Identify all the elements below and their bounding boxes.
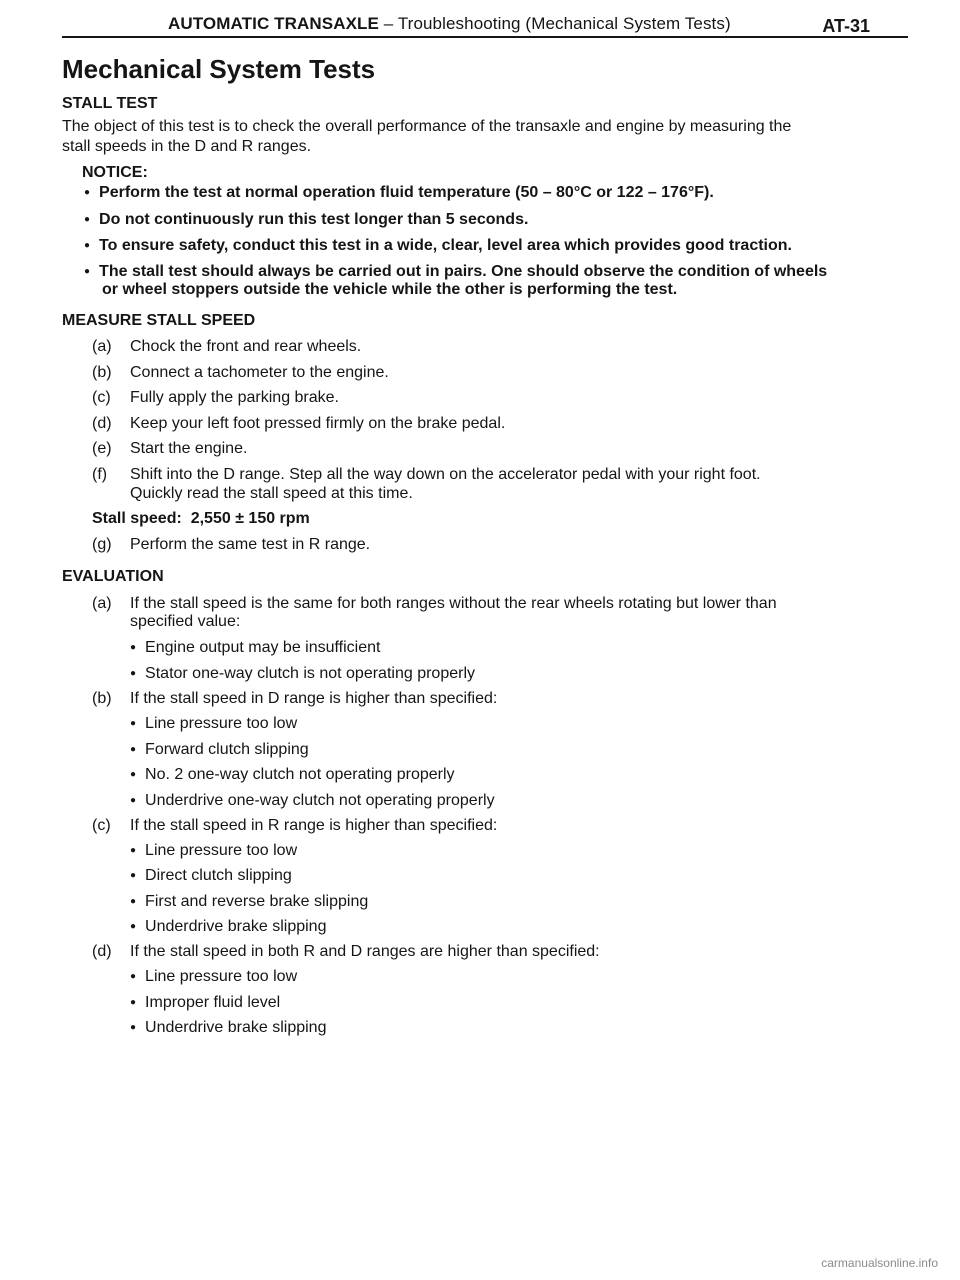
evaluation-heading: EVALUATION <box>62 568 164 585</box>
measure-step <box>92 465 761 485</box>
eval-item: ● Direct clutch slipping <box>130 866 292 888</box>
step-label: (d) <box>92 415 112 432</box>
page-title: Mechanical System Tests <box>62 54 376 84</box>
case-label: (b) <box>92 690 112 707</box>
watermark: carmanualsonline.info <box>821 1256 938 1270</box>
header-subtitle: – Troubleshooting (Mechanical System Tests) <box>378 14 731 33</box>
notice-item: ● The stall test should always be carried out in pairs. One should observe the condition of wheels <box>84 262 827 284</box>
step-label: (a) <box>92 338 112 355</box>
case-text: If the stall speed in both R and D ranges are higher than specified: <box>130 943 600 960</box>
step-text: Perform the same test in R range. <box>130 536 371 553</box>
measure-step <box>92 388 339 408</box>
step-text: Connect a tachometer to the engine. <box>130 364 389 381</box>
step-text: Shift into the D range. Step all the way down on the accelerator pedal with your right foot. <box>130 466 761 483</box>
step-text: Chock the front and rear wheels. <box>130 338 362 355</box>
eval-item: ● Line pressure too low <box>130 714 297 736</box>
case-label: (d) <box>92 943 112 960</box>
measure-step <box>92 363 389 383</box>
eval-item: ● Forward clutch slipping <box>130 740 309 762</box>
eval-item: ● First and reverse brake slipping <box>130 892 368 914</box>
notice-item-cont: or wheel stoppers outside the vehicle while the other is performing the test. <box>102 281 678 298</box>
step-label: (e) <box>92 440 112 457</box>
scan-dot <box>8 1055 9 1056</box>
header-section: AUTOMATIC TRANSAXLE <box>168 14 379 33</box>
measure-step <box>92 439 247 459</box>
stall-test-intro-line1: The object of this test is to check the overall performance of the transaxle and engine by measuring the <box>62 118 792 135</box>
measure-step-cont: Quickly read the stall speed at this time. <box>130 485 413 502</box>
eval-item: ● Engine output may be insufficient <box>130 638 380 660</box>
notice-label: NOTICE: <box>82 164 148 181</box>
header-title <box>168 14 731 34</box>
eval-item: ● Line pressure too low <box>130 967 297 989</box>
eval-item: ● Underdrive brake slipping <box>130 917 326 939</box>
stall-speed-spec <box>92 509 310 529</box>
eval-item: ● Line pressure too low <box>130 841 297 863</box>
eval-case-a-cont: specified value: <box>130 613 241 630</box>
case-text: If the stall speed in R range is higher than specified: <box>130 817 498 834</box>
stall-test-heading: STALL TEST <box>62 95 158 112</box>
case-text: If the stall speed in D range is higher than specified: <box>130 690 498 707</box>
step-text: Keep your left foot pressed firmly on the brake pedal. <box>130 415 506 432</box>
stall-speed-value: 2,550 ± 150 rpm <box>190 510 310 527</box>
step-text: Start the engine. <box>130 440 248 457</box>
eval-case-c <box>92 816 497 836</box>
eval-item: ● No. 2 one-way clutch not operating properly <box>130 765 455 787</box>
notice-item: ● Do not continuously run this test longer than 5 seconds. <box>84 210 528 232</box>
measure-step <box>92 337 361 357</box>
eval-item: ● Improper fluid level <box>130 993 280 1015</box>
step-label: (g) <box>92 536 112 553</box>
eval-case-b <box>92 689 497 709</box>
step-text: Fully apply the parking brake. <box>130 389 339 406</box>
eval-item: ● Stator one-way clutch is not operating properly <box>130 664 475 686</box>
step-label: (f) <box>92 466 108 483</box>
case-label: (c) <box>92 817 111 834</box>
stall-speed-label: Stall speed: <box>92 510 182 527</box>
notice-item: ● Perform the test at normal operation fluid temperature (50 – 80°C or 122 – 176°F). <box>84 183 714 205</box>
measure-step <box>92 535 370 555</box>
notice-item: ● To ensure safety, conduct this test in a wide, clear, level area which provides good traction. <box>84 236 792 258</box>
case-text: If the stall speed is the same for both ranges without the rear wheels rotating but lower than <box>130 595 777 612</box>
eval-case-a <box>92 594 777 614</box>
eval-item: ● Underdrive one-way clutch not operating properly <box>130 791 495 813</box>
page-number: AT-31 <box>822 16 870 36</box>
measure-step <box>92 414 505 434</box>
eval-case-d <box>92 942 600 962</box>
case-label: (a) <box>92 595 112 612</box>
eval-item: ● Underdrive brake slipping <box>130 1018 326 1040</box>
measure-heading: MEASURE STALL SPEED <box>62 312 256 329</box>
step-label: (b) <box>92 364 112 381</box>
stall-test-intro-line2: stall speeds in the D and R ranges. <box>62 138 312 155</box>
page-header <box>168 10 908 36</box>
step-label: (c) <box>92 389 111 406</box>
header-rule <box>62 36 908 38</box>
